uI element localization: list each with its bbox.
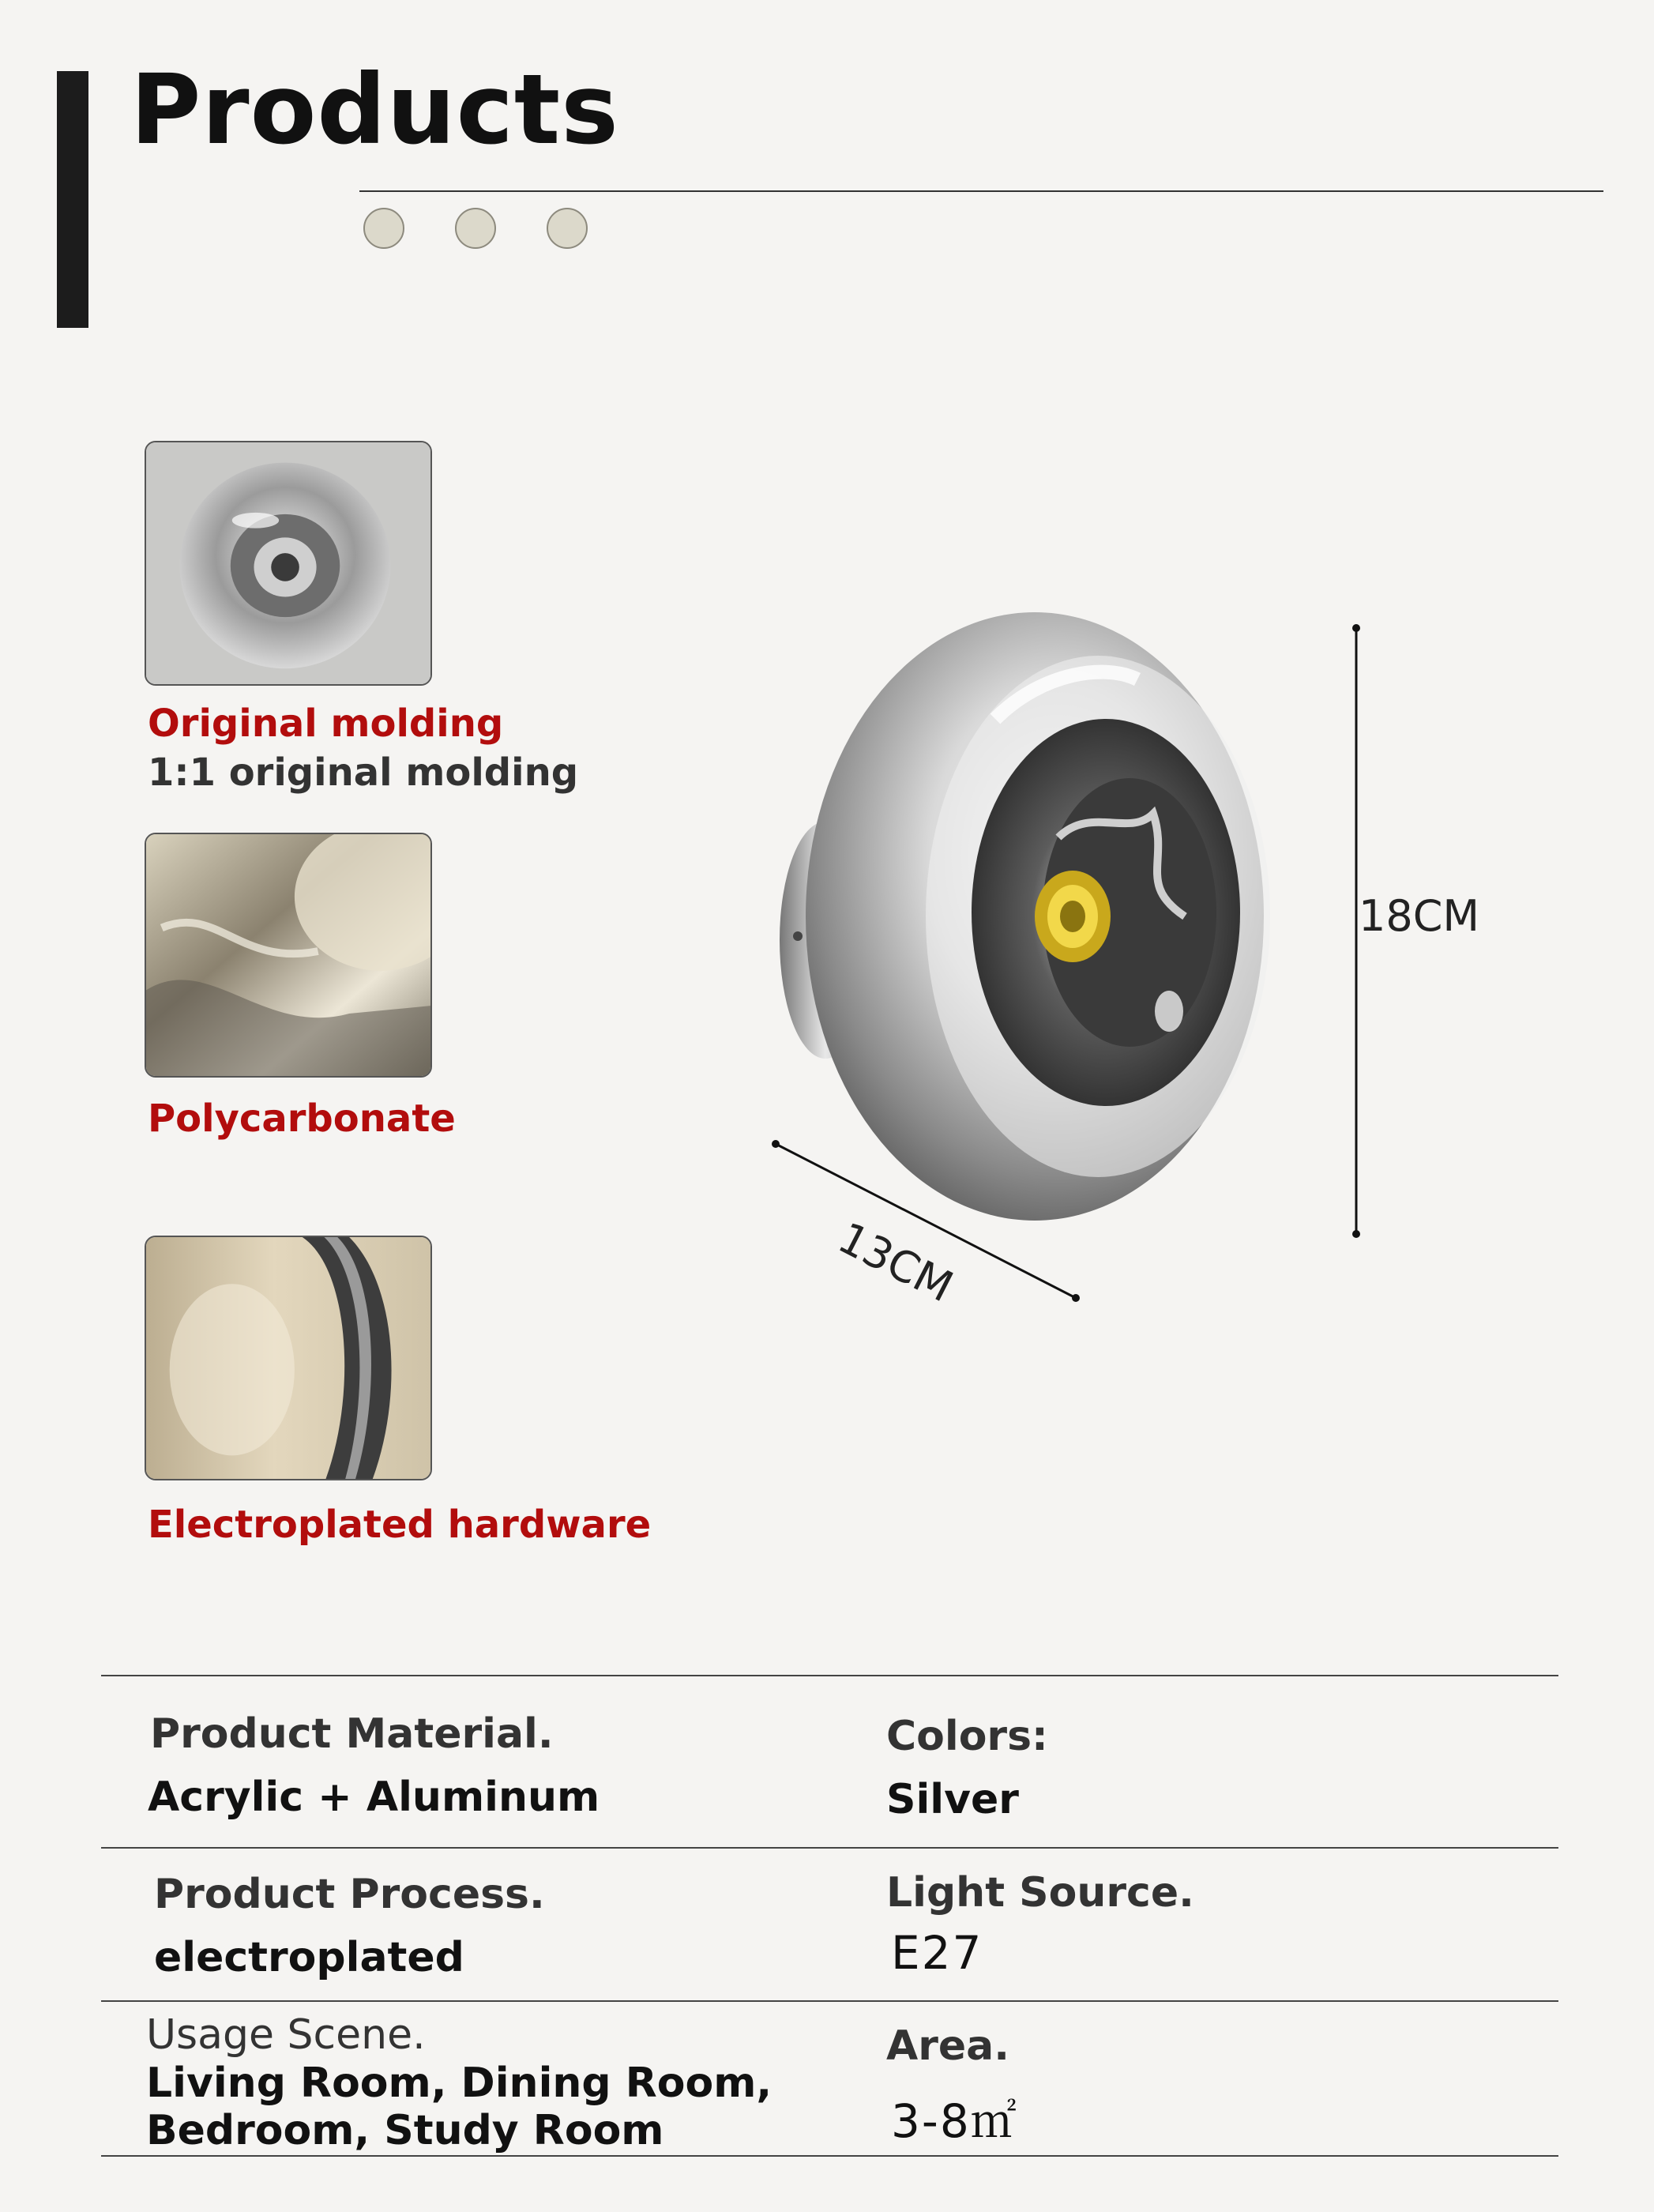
- feature-title-electroplated-hardware: Electroplated hardware: [148, 1503, 652, 1547]
- colors-value: Silver: [886, 1776, 1019, 1823]
- product-material-label: Product Material.: [150, 1710, 554, 1758]
- feature-subtitle-original-molding: 1:1 original molding: [148, 750, 579, 795]
- product-material-value: Acrylic + Aluminum: [148, 1774, 600, 1821]
- area-value: 3-8㎡: [891, 2094, 1018, 2148]
- light-source-label: Light Source.: [886, 1869, 1194, 1917]
- area-label: Area.: [886, 2022, 1009, 2070]
- product-process-value: electroplated: [154, 1934, 464, 1981]
- usage-scene-value-line1: Living Room, Dining Room,: [146, 2060, 772, 2107]
- usage-scene-value-line2: Bedroom, Study Room: [146, 2107, 664, 2154]
- height-dimension-label: 18CM: [1359, 891, 1480, 941]
- usage-scene-label: Usage Scene.: [146, 2011, 426, 2059]
- spec-divider: [101, 2155, 1558, 2157]
- feature-title-original-molding: Original molding: [148, 702, 504, 746]
- spec-divider: [101, 2000, 1558, 2002]
- feature-title-polycarbonate: Polycarbonate: [148, 1097, 456, 1141]
- page-title: Products: [130, 54, 619, 166]
- colors-label: Colors:: [886, 1713, 1048, 1760]
- spec-divider: [101, 1675, 1558, 1676]
- product-process-label: Product Process.: [154, 1871, 545, 1918]
- depth-dimension-label: 13CM: [830, 1213, 961, 1312]
- light-source-value: E27: [891, 1926, 983, 1980]
- spec-divider: [101, 1847, 1558, 1849]
